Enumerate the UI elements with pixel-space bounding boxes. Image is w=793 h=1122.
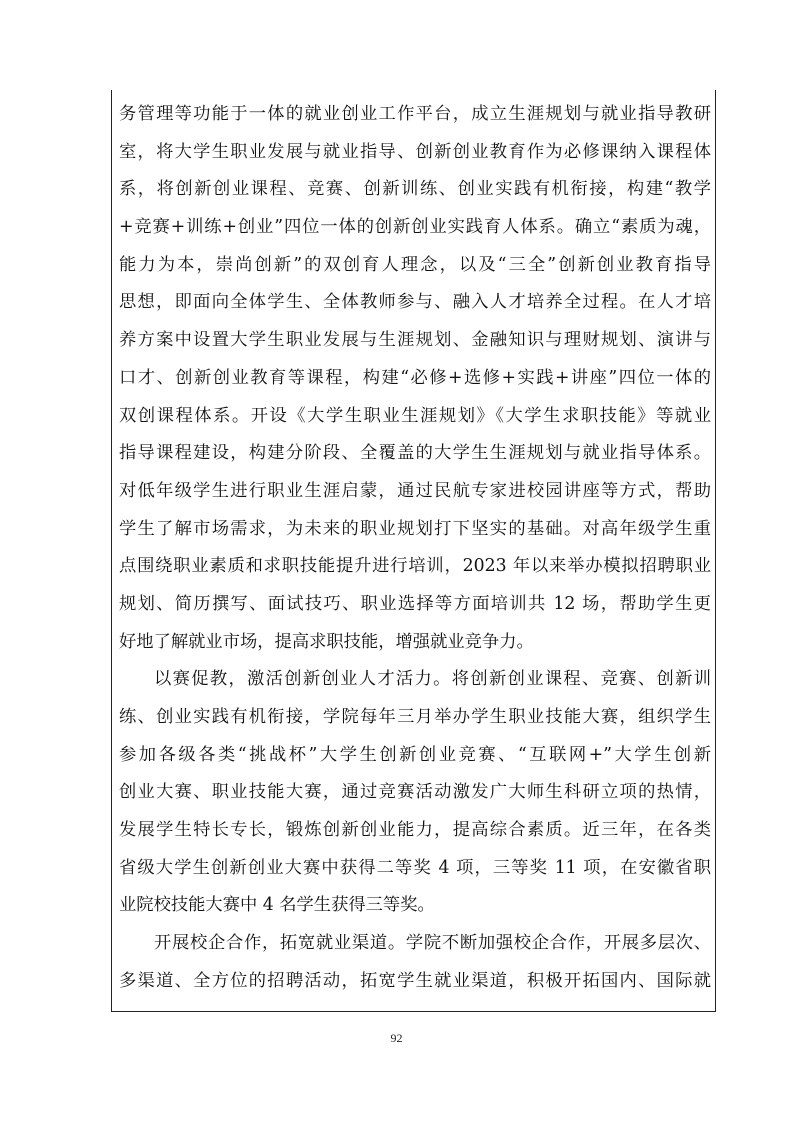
document-body (119, 96, 711, 1001)
text-line: 室，将大学生职业发展与就业指导、创新创业教育作为必修课纳入课程体 (119, 141, 711, 162)
paragraph-first-line: 以赛促教，激活创新创业人才活力。将创新创业课程、竞赛、创新训 (154, 669, 711, 690)
text-line: 发展学生特长专长，锻炼创新创业能力，提高综合素质。近三年，在各类 (119, 820, 711, 841)
text-line: 规划、简历撰写、面试技巧、职业选择等方面培训共 12 场，帮助学生更 (119, 593, 711, 614)
text-line: 好地了解就业市场，提高求职技能，增强就业竞争力。 (119, 631, 534, 652)
text-line: 思想，即面向全体学生、全体教师参与、融入人才培养全过程。在人才培 (119, 292, 711, 313)
text-line: 能力为本，崇尚创新”的双创育人理念，以及“三全”创新创业教育指导 (119, 254, 711, 275)
text-line: 业院校技能大赛中 4 名学生获得三等奖。 (119, 895, 435, 916)
text-line: 参加各级各类“挑战杯”大学生创新创业竞赛、“互联网+”大学生创新 (119, 744, 711, 765)
text-line: 指导课程建设，构建分阶段、全覆盖的大学生生涯规划与就业指导体系。 (119, 443, 711, 464)
text-line: 养方案中设置大学生职业发展与生涯规划、金融知识与理财规划、演讲与 (119, 330, 711, 351)
text-line: 双创课程体系。开设《大学生职业生涯规划》《大学生求职技能》等就业 (119, 405, 711, 426)
text-line: 务管理等功能于一体的就业创业工作平台，成立生涯规划与就业指导教研 (119, 104, 711, 124)
text-line: 学生了解市场需求，为未来的职业规划打下坚实的基础。对高年级学生重 (119, 518, 711, 539)
text-line: 对低年级学生进行职业生涯启蒙，通过民航专家进校园讲座等方式，帮助 (119, 480, 711, 501)
text-line: 省级大学生创新创业大赛中获得二等奖 4 项，三等奖 11 项，在安徽省职 (119, 857, 711, 878)
text-line: 系，将创新创业课程、竞赛、创新训练、创业实践有机衔接，构建“教学 (119, 179, 711, 200)
text-line: 练、创业实践有机衔接，学院每年三月举办学生职业技能大赛，组织学生 (119, 707, 711, 727)
page-number: 92 (390, 1031, 403, 1045)
text-line: +竞赛+训练+创业”四位一体的创新创业实践育人体系。确立“素质为魂， (119, 217, 711, 238)
text-line: 创业大赛、职业技能大赛，通过竞赛活动激发广大师生科研立项的热情， (119, 782, 711, 803)
text-line: 多渠道、全方位的招聘活动，拓宽学生就业渠道，积极开拓国内、国际就 (119, 970, 711, 991)
text-line: 口才、创新创业教育等课程，构建“必修+选修+实践+讲座”四位一体的 (119, 367, 711, 388)
text-line: 点围绕职业素质和求职技能提升进行培训，2023 年以来举办模拟招聘职业 (119, 556, 711, 577)
paragraph-first-line: 开展校企合作，拓宽就业渠道。学院不断加强校企合作，开展多层次、 (154, 933, 711, 954)
